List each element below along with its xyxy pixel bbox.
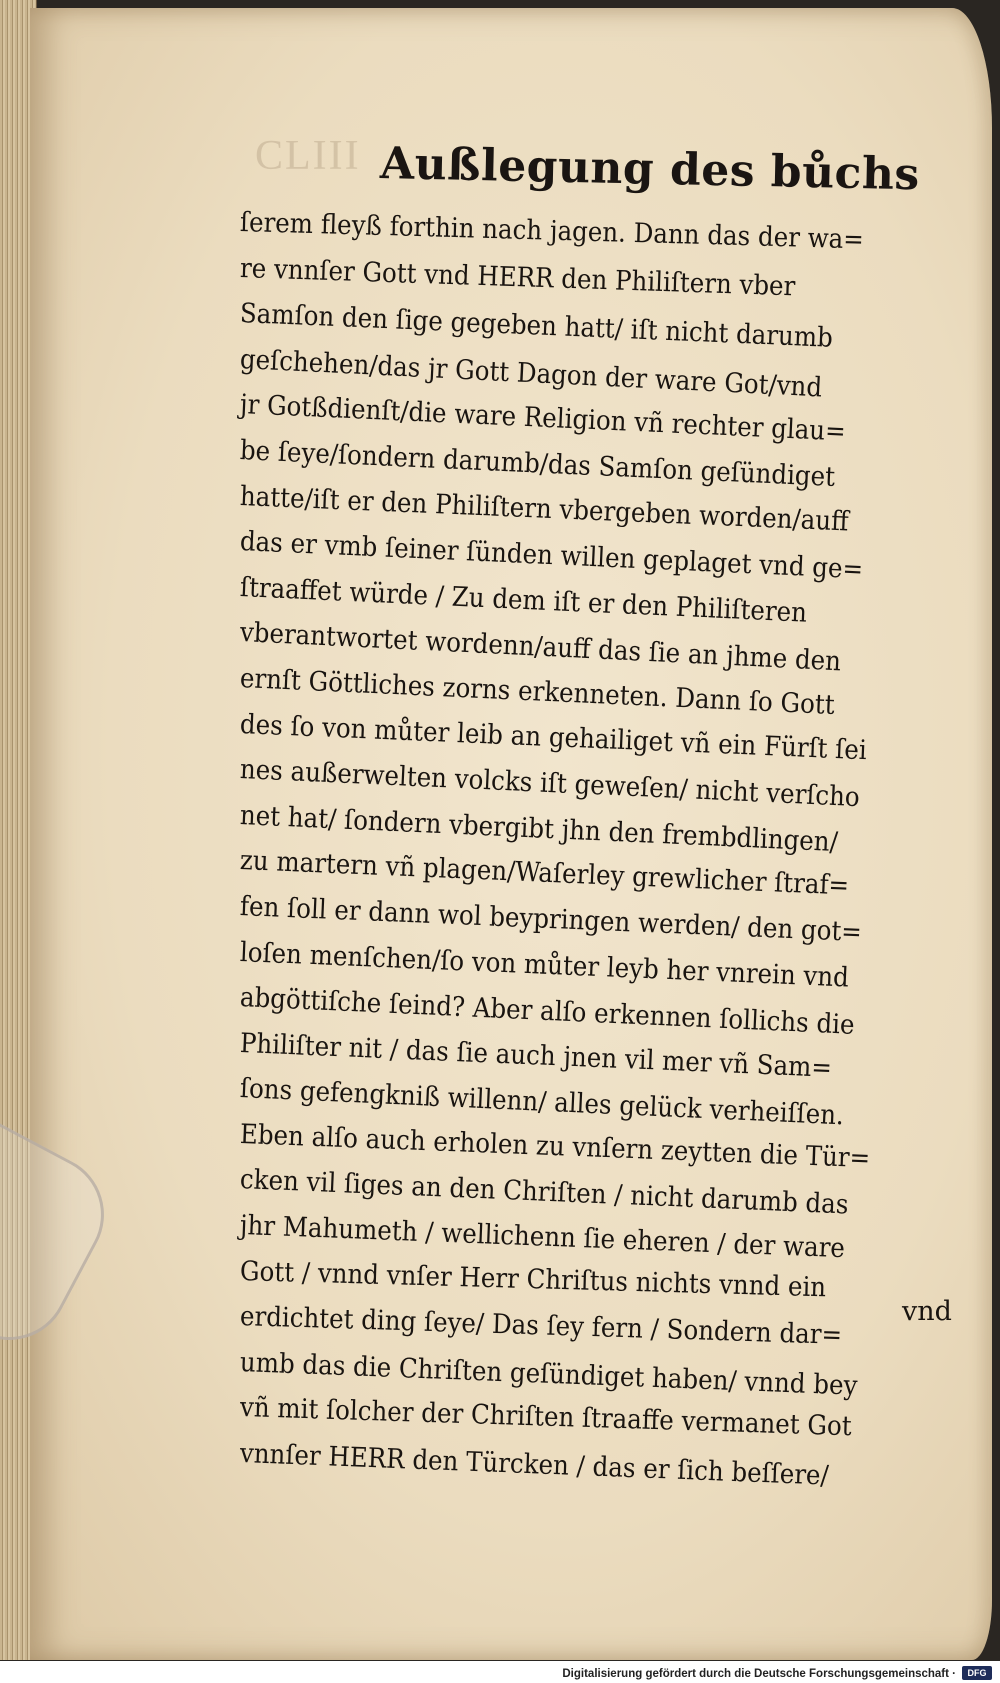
footer-bar [0, 1661, 1000, 1683]
text-line: Gott / vnnd vnſer Herr Chriſtus nichts vnnd ein [239, 1255, 827, 1304]
digitization-credit: Digitalisierung gefördert durch die Deutsche Forschungsgemeinschaft · [562, 1668, 956, 1680]
text-line: umb das die Chriſten geſündiget haben/ vnnd bey [239, 1346, 858, 1402]
text-line: be ſeye/ſondern darumb/das Samſon geſündiget [239, 434, 836, 493]
text-line: vñ mit ſolcher der Chriſten ſtraaffe vermanet Got [239, 1392, 853, 1443]
text-line: vberantwortet wordenn/auff das ſie an jhme den [239, 617, 842, 678]
text-line: ſtraaffet würde / Zu dem iſt er den Philiſteren [239, 571, 808, 629]
dfg-logo: DFG [962, 1666, 992, 1680]
text-line: ernſt Göttliches zorns erkenneten. Dann ſo Gott [239, 662, 836, 721]
text-line: hatte/iſt er den Philiſtern vbergeben worden/auff [239, 480, 850, 538]
text-line: cken vil ſiges an den Chriſten / nicht darumb das [239, 1164, 850, 1221]
text-line: Eben alſo auch erholen zu vnſern zeytten die Tür= [239, 1118, 871, 1175]
text-line: loſen menſchen/ſo von můter leyb her vnrein vnd [239, 936, 850, 994]
text-line: abgöttiſche ſeind? Aber alſo erkennen ſollichs die [239, 982, 856, 1041]
text-line: jhr Mahumeth / wellichenn ſie eheren / der ware [239, 1210, 846, 1265]
running-head: Außlegung des bůchs [379, 138, 921, 201]
text-line: Philiſter nit / das ſie auch jnen vil mer vñ Sam= [239, 1027, 833, 1084]
text-line: ſons gefengkniß willenn/ alles gelück verheiſſen. [239, 1073, 845, 1132]
text-line: erdichtet ding ſeye/ Das ſey fern / Sondern dar= [239, 1301, 843, 1352]
text-line: re vnnſer Gott vnd HERR den Philiſtern vber [239, 252, 796, 303]
show-through-folio: CLIII [255, 133, 361, 179]
text-line: jr Gotßdienſt/die ware Religion vñ rechter glau= [239, 389, 847, 448]
text-line: fen ſoll er dann wol beypringen werden/ den got= [239, 890, 863, 948]
text-line: das er vmb ſeiner ſünden willen geplaget vnd ge= [239, 526, 864, 586]
text-line: Samſon den ſige gegeben hatt/ iſt nicht darumb [239, 298, 834, 355]
text-block [239, 200, 980, 1492]
text-line: vnnſer HERR den Türcken / das er ſich beſſere/ [239, 1438, 830, 1492]
text-line: nes außerwelten volcks iſt geweſen/ nicht verſcho [239, 754, 861, 814]
catchword: vnd [902, 1296, 952, 1327]
text-line: des ſo von můter leib an gehailiget vñ ein Fürſt ſei [239, 708, 868, 766]
text-line: ſerem fleyß forthin nach jagen. Dann das der wa= [239, 207, 865, 256]
text-line: geſchehen/das jr Gott Dagon der ware Got/vnd [239, 343, 823, 404]
text-line: zu martern vñ plagen/Waſerley grewlicher ſtraf= [239, 845, 850, 902]
text-line: net hat/ ſondern vbergibt jhn den frembdlingen/ [239, 799, 839, 858]
